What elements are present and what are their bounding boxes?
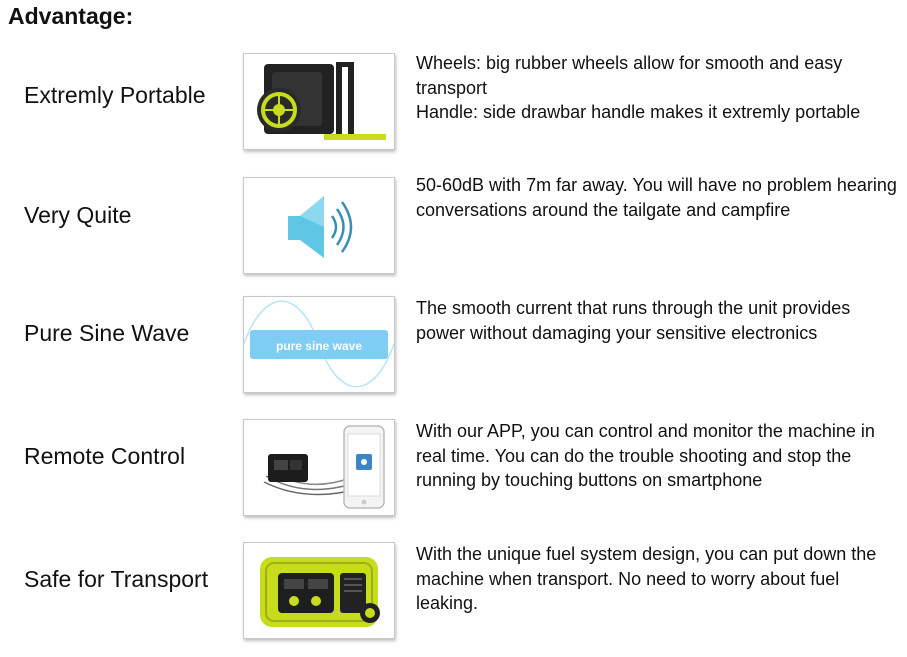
- feature-description: With the unique fuel system design, you can put down the machine when transport. No need to worry about fuel leaking.: [416, 544, 877, 613]
- sine-wave-badge-text: pure sine wave: [275, 339, 363, 353]
- feature-title: Very Quite: [24, 201, 132, 228]
- feature-title: Extremly Portable: [24, 81, 206, 108]
- feature-row-sine-wave: [0, 287, 907, 387]
- feature-description: The smooth current that runs through the unit provides power without damaging your sensitive electronics: [416, 298, 851, 343]
- feature-title: Safe for Transport: [24, 565, 209, 592]
- feature-title: Remote Control: [24, 442, 186, 469]
- page-title: Advantage:: [8, 3, 134, 29]
- generator-wheels-image: [243, 53, 395, 150]
- feature-row-portable: [0, 45, 907, 145]
- speaker-icon: [243, 177, 395, 274]
- feature-description: 50-60dB with 7m far away. You will have no problem hearing conversations around the tailgate and campfire: [416, 175, 897, 220]
- feature-row-transport: [0, 533, 907, 633]
- feature-row-quiet: [0, 165, 907, 265]
- generator-image: [243, 542, 395, 639]
- feature-title: Pure Sine Wave: [24, 319, 190, 346]
- feature-description: Wheels: big rubber wheels allow for smooth and easy transport Handle: side drawbar handle makes it extremly portable: [416, 53, 861, 122]
- feature-description: With our APP, you can control and monitor the machine in real time. You can do the trouble shooting and stop the running by touching buttons on smartphone: [416, 421, 875, 490]
- remote-control-image: [243, 419, 395, 516]
- sine-wave-image: [243, 296, 395, 393]
- feature-row-remote: [0, 410, 907, 510]
